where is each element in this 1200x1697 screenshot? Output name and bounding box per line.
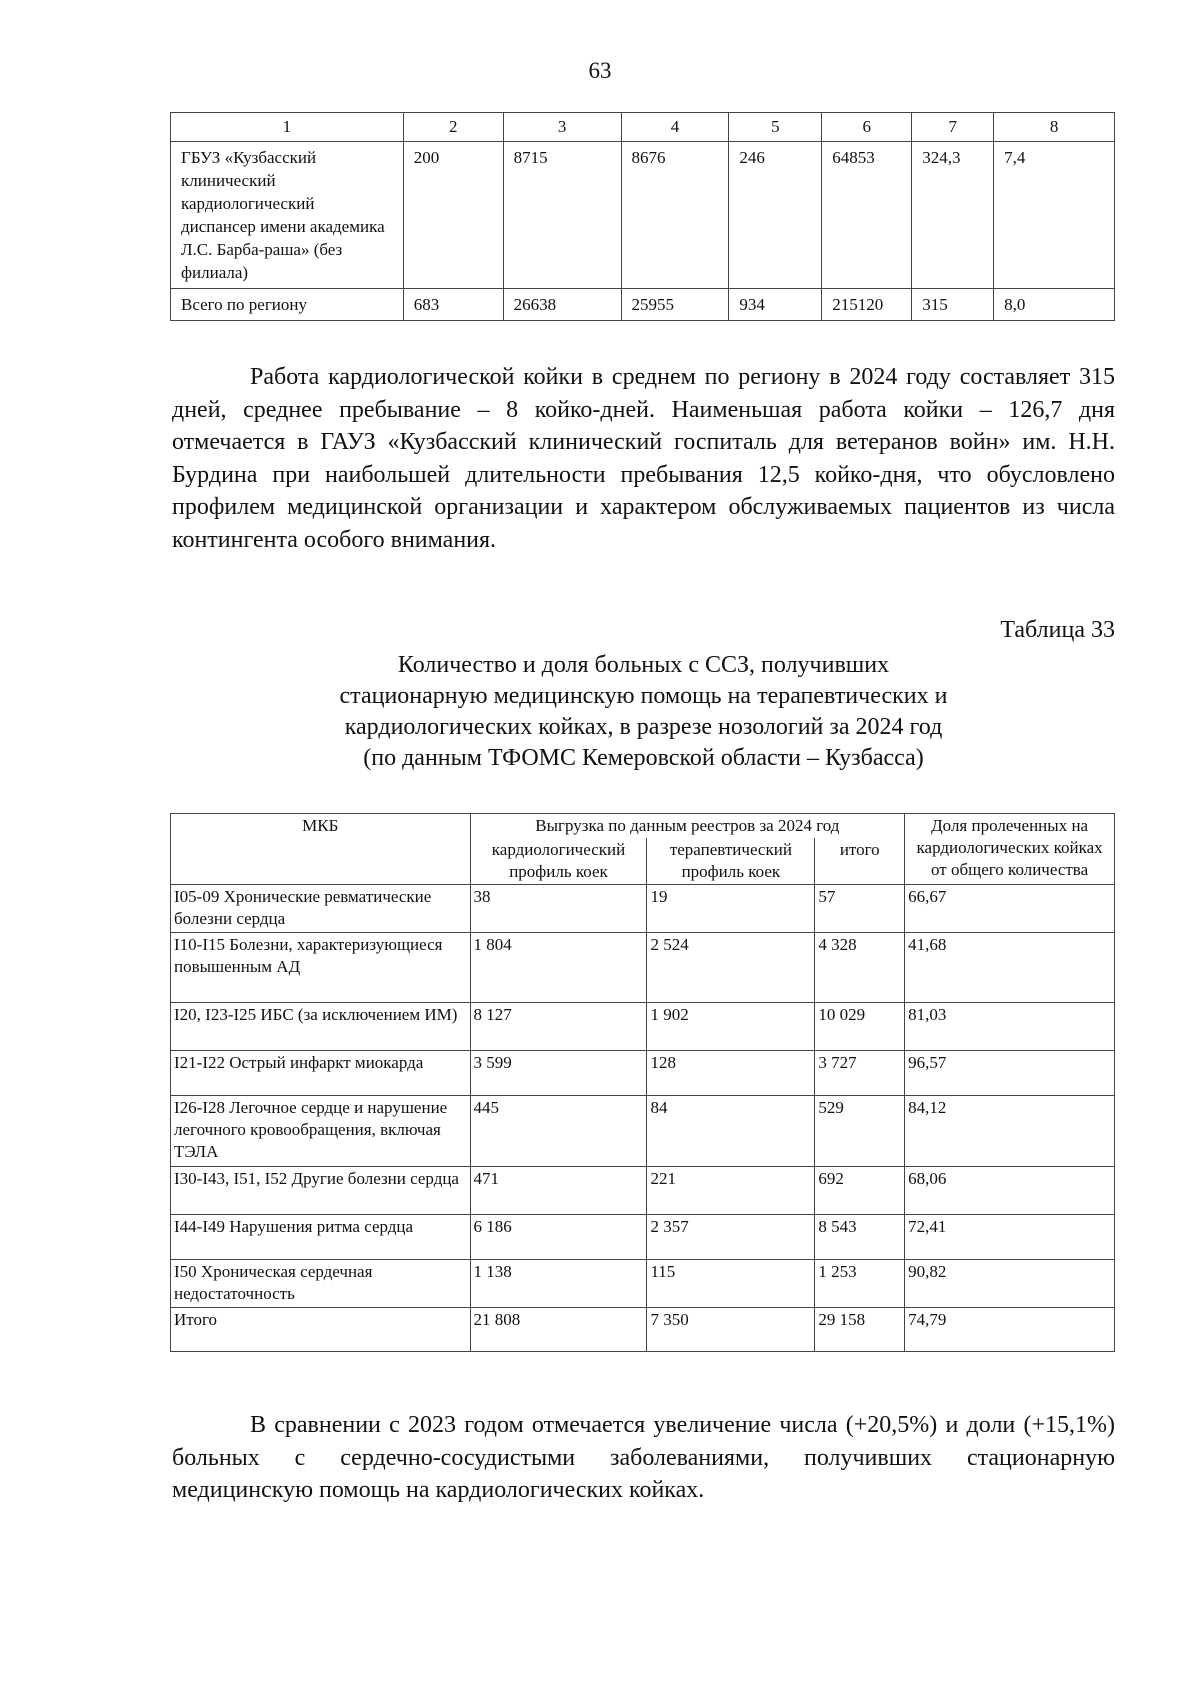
table-cell: 74,79 (905, 1308, 1115, 1352)
table-cell: 315 (912, 289, 994, 321)
mkb-cell: I44-I49 Нарушения ритма сердца (171, 1215, 471, 1260)
table-cell: 692 (815, 1167, 905, 1215)
table-cell: 84 (647, 1096, 815, 1167)
column-number: 4 (621, 113, 729, 142)
table-cell: 84,12 (905, 1096, 1115, 1167)
column-number: 3 (503, 113, 621, 142)
table-cell: 115 (647, 1260, 815, 1308)
table-row (171, 1003, 1115, 1051)
table-header-row (171, 113, 1115, 142)
mkb-header: МКБ (171, 814, 471, 885)
table-header-row (171, 814, 1115, 839)
table-cell: 529 (815, 1096, 905, 1167)
mkb-cell: I50 Хроническая сердечная недостаточность (171, 1260, 471, 1308)
mkb-cell: I05-09 Хронические ревматические болезни сердца (171, 885, 471, 933)
table-caption (172, 650, 1115, 774)
table-cell: 445 (470, 1096, 647, 1167)
table-cell: 25955 (621, 289, 729, 321)
table-cell: 41,68 (905, 933, 1115, 1003)
caption-line: Количество и доля больных с ССЗ, получивших (397, 652, 890, 678)
column-number: 8 (994, 113, 1115, 142)
caption-line: стационарную медицинскую помощь на терапевтических и (339, 683, 948, 709)
mkb-cell: I30-I43, I51, I52 Другие болезни сердца (171, 1167, 471, 1215)
total-header: итого (815, 838, 905, 885)
table-cell: 1 804 (470, 933, 647, 1003)
table-total-row (171, 1308, 1115, 1352)
paragraph-bed-usage: Работа кардиологической койки в среднем по региону в 2024 году составляет 315 дней, среднее пребывание – 8 койко-дней. Наименьшая работа койки – 126,7 дня отмечается в ГАУЗ «Кузбасский клинический госпиталь для ветеранов войн» им. Н.Н. Бурдина при наибольшей длительности пребывания 12,5 койко-дня, что обусловлено профилем медицинской организации и характером обслуживаемых пациентов из числа контингента особого внимания. (172, 364, 1115, 553)
table-cell: 19 (647, 885, 815, 933)
column-number: 6 (822, 113, 912, 142)
organization-cell: Всего по региону (171, 289, 404, 321)
table-row (171, 1051, 1115, 1096)
column-number: 2 (403, 113, 503, 142)
cardio-header: кардиологический профиль коек (470, 838, 647, 885)
table-cell: 1 253 (815, 1260, 905, 1308)
registry-group-header: Выгрузка по данным реестров за 2024 год (470, 814, 905, 839)
table-cell: 128 (647, 1051, 815, 1096)
table-label: Таблица 33 (1000, 617, 1115, 643)
table-row (171, 142, 1115, 289)
table-row (171, 1260, 1115, 1308)
mkb-cell: Итого (171, 1308, 471, 1352)
table-cell: 6 186 (470, 1215, 647, 1260)
table-cell: 2 524 (647, 933, 815, 1003)
table-cell: 72,41 (905, 1215, 1115, 1260)
table-cell: 8676 (621, 142, 729, 289)
table-cell: 66,67 (905, 885, 1115, 933)
table-cell: 64853 (822, 142, 912, 289)
share-header: Доля пролеченных на кардиологических койках от общего количества (905, 814, 1115, 885)
table-cell: 8 127 (470, 1003, 647, 1051)
table-row (171, 885, 1115, 933)
table-cell: 29 158 (815, 1308, 905, 1352)
table-row (171, 933, 1115, 1003)
table-cell: 96,57 (905, 1051, 1115, 1096)
table-cell: 471 (470, 1167, 647, 1215)
table-cell: 8715 (503, 142, 621, 289)
mkb-cell: I21-I22 Острый инфаркт миокарда (171, 1051, 471, 1096)
column-number: 1 (171, 113, 404, 142)
table-cell: 68,06 (905, 1167, 1115, 1215)
mkb-cell: I10-I15 Болезни, характеризующиеся повышенным АД (171, 933, 471, 1003)
table-cell: 7,4 (994, 142, 1115, 289)
table-cell: 10 029 (815, 1003, 905, 1051)
bed-usage-table (170, 112, 1115, 321)
table-cell: 26638 (503, 289, 621, 321)
page-number: 63 (588, 58, 612, 83)
caption-line: кардиологических койках, в разрезе нозологий за 2024 год (344, 714, 943, 740)
table-cell: 221 (647, 1167, 815, 1215)
table-cell: 215120 (822, 289, 912, 321)
table-cell: 4 328 (815, 933, 905, 1003)
table-row (171, 1167, 1115, 1215)
table-cell: 1 902 (647, 1003, 815, 1051)
column-number: 5 (729, 113, 822, 142)
table-cell: 934 (729, 289, 822, 321)
table-row (171, 289, 1115, 321)
table-cell: 200 (403, 142, 503, 289)
table-cell: 8 543 (815, 1215, 905, 1260)
mkb-cell: I20, I23-I25 ИБС (за исключением ИМ) (171, 1003, 471, 1051)
mkb-cell: I26-I28 Легочное сердце и нарушение легочного кровообращения, включая ТЭЛА (171, 1096, 471, 1167)
table-cell: 38 (470, 885, 647, 933)
table-cell: 2 357 (647, 1215, 815, 1260)
table-cell: 246 (729, 142, 822, 289)
table-row (171, 1096, 1115, 1167)
caption-line: (по данным ТФОМС Кемеровской области – Кузбасса) (363, 745, 924, 771)
table-cell: 57 (815, 885, 905, 933)
organization-cell: ГБУЗ «Кузбасский клинический кардиологический диспансер имени академика Л.С. Барба-раша» (без филиала) (171, 142, 404, 289)
table-cell: 7 350 (647, 1308, 815, 1352)
table-cell: 81,03 (905, 1003, 1115, 1051)
therapy-header: терапевтический профиль коек (647, 838, 815, 885)
cvd-patients-table (170, 813, 1115, 1352)
column-number: 7 (912, 113, 994, 142)
table-cell: 21 808 (470, 1308, 647, 1352)
table-cell: 324,3 (912, 142, 994, 289)
table-row (171, 1215, 1115, 1260)
table-cell: 3 727 (815, 1051, 905, 1096)
paragraph-comparison: В сравнении с 2023 годом отмечается увеличение числа (+20,5%) и доли (+15,1%) больных с сердечно-сосудистыми заболеваниями, получивших стационарную медицинскую помощь на кардиологических койках. (172, 1412, 1115, 1503)
table-cell: 90,82 (905, 1260, 1115, 1308)
table-cell: 8,0 (994, 289, 1115, 321)
table-cell: 3 599 (470, 1051, 647, 1096)
table-cell: 683 (403, 289, 503, 321)
table-cell: 1 138 (470, 1260, 647, 1308)
